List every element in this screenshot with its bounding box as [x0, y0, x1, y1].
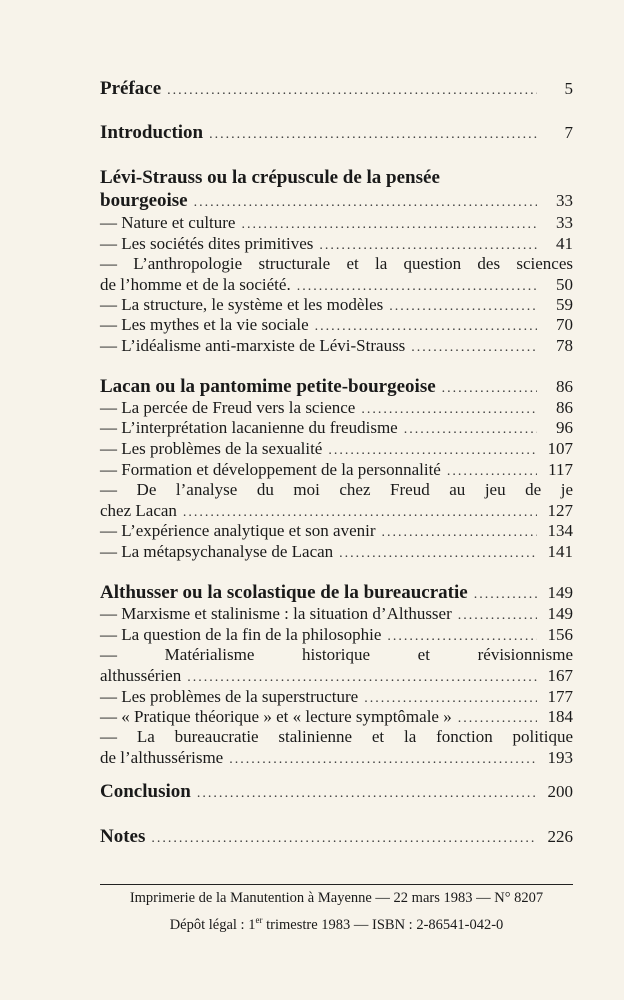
toc-entry-page: 96	[556, 418, 573, 437]
toc-entry	[100, 644, 573, 666]
toc-entry-page: 7	[564, 123, 573, 142]
toc-entry-page: 59	[556, 295, 573, 314]
imprint-line-2-sup: er	[255, 915, 263, 925]
imprint-rule	[100, 884, 573, 885]
toc-leader-dots	[339, 543, 537, 565]
toc-entry	[100, 520, 573, 542]
toc-entry	[100, 212, 573, 234]
toc-entry-page: 117	[548, 460, 573, 479]
toc-leader-dots	[197, 783, 537, 805]
toc-leader-dots	[151, 828, 537, 850]
toc-entry	[100, 417, 573, 439]
toc-entry-title: Lacan ou la pantomime petite-bourgeoise	[100, 376, 436, 397]
toc-entry	[100, 603, 573, 625]
toc-entry-page: 167	[547, 666, 573, 685]
toc-entry-title: Notes	[100, 826, 146, 847]
toc-entry-page: 226	[547, 827, 573, 846]
toc-entry	[100, 541, 573, 563]
toc-entry-title: — L’idéalisme anti-marxiste de Lévi-Strauss	[100, 336, 406, 355]
toc-entry	[100, 78, 573, 100]
toc-entry-title: — La bureaucratie stalinienne et la fonction politique	[100, 727, 573, 746]
toc-entry-title: Althusser ou la scolastique de la bureaucratie	[100, 582, 468, 603]
toc-entry	[100, 459, 573, 481]
toc-entry-page: 86	[556, 377, 573, 396]
toc-entry	[100, 706, 573, 728]
imprint-line-2-pre: Dépôt légal : 1	[169, 917, 256, 933]
imprint-line-2	[92, 910, 581, 935]
toc-entry	[100, 167, 573, 189]
toc-leader-dots	[167, 80, 537, 102]
imprint-line-1: Imprimerie de la Manutention à Mayenne — 22 mars 1983 — N° 8207	[129, 890, 544, 906]
toc-entry	[100, 686, 573, 708]
toc-entry-title: Lévi-Strauss ou la crépuscule de la pensée	[100, 167, 440, 188]
toc-leader-dots	[411, 337, 537, 359]
toc-entry-page: 107	[547, 439, 573, 458]
toc-entry-page: 149	[547, 583, 573, 602]
toc-entry-title: — De l’analyse du moi chez Freud au jeu de je	[100, 480, 573, 499]
toc-entry	[100, 500, 573, 522]
toc-entry-title: Introduction	[100, 122, 204, 143]
toc-entry-title: Conclusion	[100, 781, 191, 802]
toc-entry-title: — Marxisme et stalinisme : la situation d’Althusser	[100, 604, 452, 623]
toc-entry	[100, 665, 573, 687]
toc-entry	[100, 826, 573, 848]
toc-entry-page: 70	[556, 315, 573, 334]
toc-entry-title: chez Lacan	[100, 501, 177, 520]
toc-entry-title: — L’expérience analytique et son avenir	[100, 521, 376, 540]
toc-entry-page: 33	[556, 191, 573, 210]
toc-entry-page: 5	[564, 79, 573, 98]
toc-entry	[100, 335, 573, 357]
toc-entry-page: 177	[547, 687, 573, 706]
toc-entry-title: — Les mythes et la vie sociale	[100, 315, 309, 334]
toc-entry-title: — Les problèmes de la superstructure	[100, 687, 359, 706]
toc-entry-title: — La percée de Freud vers la science	[100, 398, 356, 417]
toc-entry-title: — La question de la fin de la philosophie	[100, 625, 382, 644]
toc-page	[100, 0, 573, 1000]
toc-entry-page: 184	[547, 707, 573, 726]
toc-entry	[100, 624, 573, 646]
toc-entry-page: 200	[547, 782, 573, 801]
toc-entry	[100, 781, 573, 803]
toc-entry-page: 134	[547, 521, 573, 540]
toc-entry	[100, 274, 573, 296]
toc-entry	[100, 122, 573, 144]
toc-entry-page: 156	[547, 625, 573, 644]
toc-entry	[100, 726, 573, 748]
toc-entry-title: Préface	[100, 78, 162, 99]
toc-entry	[100, 233, 573, 255]
toc-entry	[100, 294, 573, 316]
toc-entry-title: — L’interprétation lacanienne du freudisme	[100, 418, 398, 437]
toc-entry-page: 78	[556, 336, 573, 355]
toc-entry-title: — La métapsychanalyse de Lacan	[100, 542, 334, 561]
toc-entry	[100, 438, 573, 460]
toc-entry-title: althussérien	[100, 666, 182, 685]
toc-entry-title: — Formation et développement de la personnalité	[100, 460, 441, 479]
toc-entry-page: 193	[547, 748, 573, 767]
toc-leader-dots	[229, 749, 537, 771]
toc-leader-dots	[209, 124, 537, 146]
toc-entry-page: 41	[556, 234, 573, 253]
toc-entry	[100, 376, 573, 398]
toc-entry	[100, 479, 573, 501]
toc-entry-title: — « Pratique théorique » et « lecture symptômale »	[100, 707, 452, 726]
toc-entry-title: bourgeoise	[100, 190, 188, 211]
toc-entry	[100, 397, 573, 419]
toc-entry	[100, 747, 573, 769]
toc-leader-dots	[194, 192, 537, 214]
toc-entry	[100, 314, 573, 336]
toc-entry-page: 50	[556, 275, 573, 294]
toc-entry-page: 86	[556, 398, 573, 417]
toc-entry-title: — Nature et culture	[100, 213, 236, 232]
toc-entry-page: 141	[547, 542, 573, 561]
toc-entry-title: — L’anthropologie structurale et la question des sciences	[100, 254, 573, 273]
toc-entry-page: 33	[556, 213, 573, 232]
toc-entry-title: — Matérialisme historique et révisionnisme	[100, 645, 573, 664]
toc-entry	[100, 190, 573, 212]
imprint-line-2-post: trimestre 1983 — ISBN : 2-86541-042-0	[262, 917, 504, 933]
toc-entry	[100, 582, 573, 604]
toc-entry-page: 127	[547, 501, 573, 520]
toc-entry-title: — La structure, le système et les modèles	[100, 295, 384, 314]
toc-entry-page: 149	[547, 604, 573, 623]
toc-entry-title: de l’homme et de la société.	[100, 275, 291, 294]
toc-entry-title: de l’althussérisme	[100, 748, 224, 767]
toc-entry-title: — Les sociétés dites primitives	[100, 234, 314, 253]
toc-entry-title: — Les problèmes de la sexualité	[100, 439, 323, 458]
toc-entry	[100, 253, 573, 275]
